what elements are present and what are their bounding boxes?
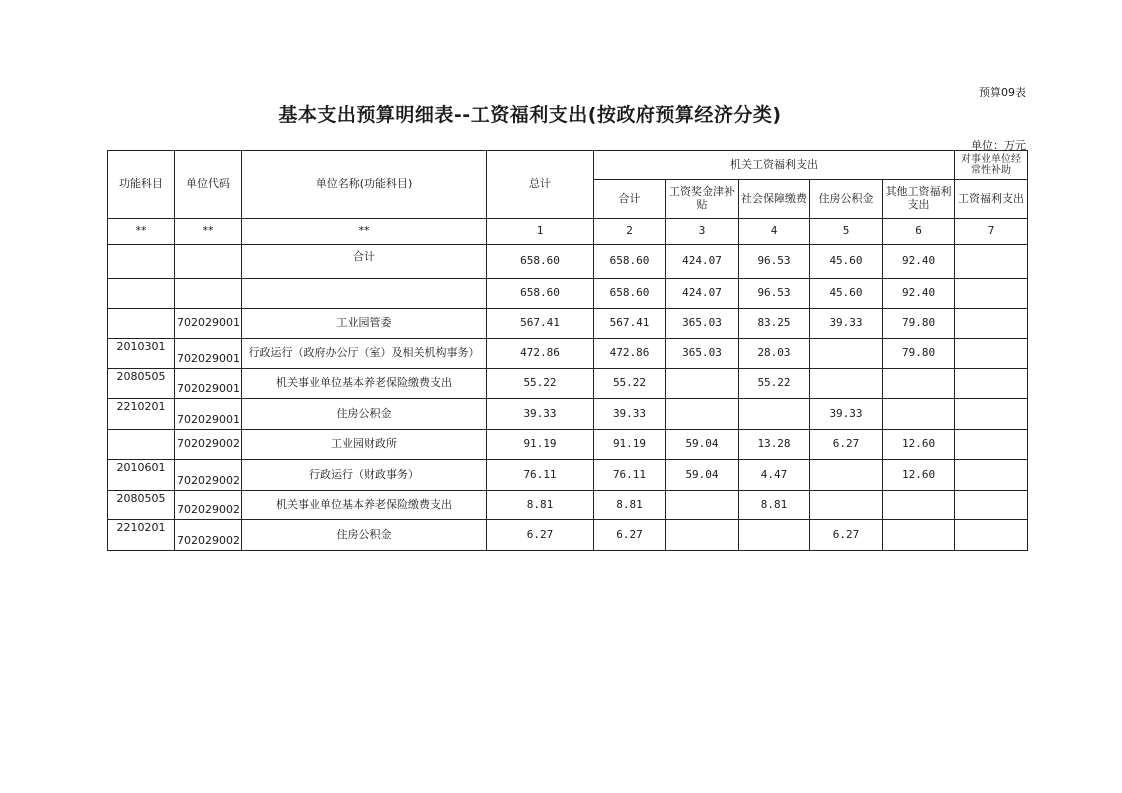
social-cell — [739, 520, 810, 551]
sum-cell: 76.11 — [594, 460, 666, 491]
housing-cell: 6.27 — [810, 430, 883, 460]
sum-cell: 6.27 — [594, 520, 666, 551]
wage-cell — [666, 491, 739, 520]
wage-cell: 424.07 — [666, 279, 739, 309]
index-cell: 6 — [883, 219, 955, 245]
index-cell: 1 — [487, 219, 594, 245]
func-code-cell: 2010301 — [108, 339, 175, 369]
unit-name-cell — [242, 279, 487, 309]
total-cell: 39.33 — [487, 399, 594, 430]
subsidy-cell — [955, 491, 1028, 520]
index-cell: 2 — [594, 219, 666, 245]
social-cell: 13.28 — [739, 430, 810, 460]
page-title: 基本支出预算明细表--工资福利支出(按政府预算经济分类) — [278, 104, 782, 126]
social-cell: 96.53 — [739, 279, 810, 309]
unit-code-cell — [175, 279, 242, 309]
sum-cell: 91.19 — [594, 430, 666, 460]
header-housing: 住房公积金 — [810, 180, 883, 219]
subsidy-cell — [955, 399, 1028, 430]
unit-name-cell: 机关事业单位基本养老保险缴费支出 — [242, 369, 487, 399]
other-cell: 79.80 — [883, 309, 955, 339]
header-sum: 合计 — [594, 180, 666, 219]
func-code-cell — [108, 430, 175, 460]
sum-cell: 55.22 — [594, 369, 666, 399]
table-row — [108, 491, 1028, 520]
social-cell: 28.03 — [739, 339, 810, 369]
social-cell — [739, 399, 810, 430]
sum-cell: 8.81 — [594, 491, 666, 520]
other-cell: 12.60 — [883, 430, 955, 460]
unit-code-cell: 702029002 — [175, 520, 242, 551]
header-subsidy-group: 对事业单位经常性补助 — [955, 151, 1028, 180]
social-cell: 4.47 — [739, 460, 810, 491]
total-cell: 658.60 — [487, 279, 594, 309]
table-row — [108, 369, 1028, 399]
housing-cell — [810, 339, 883, 369]
index-cell: ** — [242, 219, 487, 245]
index-cell: 4 — [739, 219, 810, 245]
unit-name-cell: 合计 — [242, 245, 487, 279]
total-cell: 8.81 — [487, 491, 594, 520]
unit-name-cell: 机关事业单位基本养老保险缴费支出 — [242, 491, 487, 520]
subsidy-cell — [955, 520, 1028, 551]
social-cell: 96.53 — [739, 245, 810, 279]
index-cell: 3 — [666, 219, 739, 245]
header-func-subject: 功能科目 — [108, 151, 175, 219]
unit-code-cell: 702029002 — [175, 491, 242, 520]
other-cell — [883, 369, 955, 399]
wage-cell: 59.04 — [666, 430, 739, 460]
total-cell: 658.60 — [487, 245, 594, 279]
index-cell: ** — [108, 219, 175, 245]
housing-cell: 45.60 — [810, 245, 883, 279]
unit-label: 单位：万元 — [971, 139, 1026, 152]
header-social: 社会保障缴费 — [739, 180, 810, 219]
wage-cell: 59.04 — [666, 460, 739, 491]
index-cell: ** — [175, 219, 242, 245]
sum-cell: 39.33 — [594, 399, 666, 430]
table-row — [108, 399, 1028, 430]
other-cell: 79.80 — [883, 339, 955, 369]
housing-cell — [810, 460, 883, 491]
header-wage: 工资奖金津补贴 — [666, 180, 739, 219]
header-unit-code: 单位代码 — [175, 151, 242, 219]
func-code-cell — [108, 245, 175, 279]
unit-code-cell: 702029001 — [175, 369, 242, 399]
subsidy-cell — [955, 460, 1028, 491]
table-row — [108, 430, 1028, 460]
header-unit-name: 单位名称(功能科目) — [242, 151, 487, 219]
func-code-cell: 2210201 — [108, 520, 175, 551]
social-cell: 8.81 — [739, 491, 810, 520]
other-cell: 92.40 — [883, 245, 955, 279]
social-cell: 55.22 — [739, 369, 810, 399]
other-cell: 92.40 — [883, 279, 955, 309]
unit-code-cell: 702029001 — [175, 339, 242, 369]
wage-cell: 365.03 — [666, 339, 739, 369]
housing-cell: 39.33 — [810, 399, 883, 430]
other-cell: 12.60 — [883, 460, 955, 491]
total-cell: 91.19 — [487, 430, 594, 460]
unit-code-cell: 702029001 — [175, 309, 242, 339]
unit-name-cell: 住房公积金 — [242, 399, 487, 430]
form-number: 预算09表 — [979, 86, 1026, 99]
index-row — [108, 219, 1028, 245]
subsidy-cell — [955, 369, 1028, 399]
unit-name-cell: 住房公积金 — [242, 520, 487, 551]
housing-cell: 39.33 — [810, 309, 883, 339]
housing-cell — [810, 369, 883, 399]
sum-cell: 472.86 — [594, 339, 666, 369]
unit-code-cell: 702029002 — [175, 460, 242, 491]
other-cell — [883, 491, 955, 520]
wage-cell: 424.07 — [666, 245, 739, 279]
total-cell: 472.86 — [487, 339, 594, 369]
other-cell — [883, 520, 955, 551]
unit-code-cell: 702029001 — [175, 399, 242, 430]
housing-cell — [810, 491, 883, 520]
table-row — [108, 309, 1028, 339]
subsidy-cell — [955, 279, 1028, 309]
subsidy-cell — [955, 339, 1028, 369]
header-sub-wage: 工资福利支出 — [955, 180, 1028, 219]
func-code-cell: 2210201 — [108, 399, 175, 430]
wage-cell — [666, 520, 739, 551]
subsidy-cell — [955, 245, 1028, 279]
table-row — [108, 339, 1028, 369]
header-total: 总计 — [487, 151, 594, 219]
wage-cell — [666, 369, 739, 399]
total-cell: 567.41 — [487, 309, 594, 339]
func-code-cell: 2080505 — [108, 369, 175, 399]
func-code-cell — [108, 309, 175, 339]
unit-name-cell: 工业园财政所 — [242, 430, 487, 460]
func-code-cell: 2010601 — [108, 460, 175, 491]
housing-cell: 6.27 — [810, 520, 883, 551]
budget-table — [107, 150, 1028, 551]
unit-code-cell — [175, 245, 242, 279]
func-code-cell — [108, 279, 175, 309]
header-org-wage-group: 机关工资福利支出 — [594, 151, 955, 180]
table-row — [108, 279, 1028, 309]
unit-name-cell: 工业园管委 — [242, 309, 487, 339]
unit-code-cell: 702029002 — [175, 430, 242, 460]
subsidy-cell — [955, 430, 1028, 460]
total-cell: 76.11 — [487, 460, 594, 491]
wage-cell — [666, 399, 739, 430]
table-row — [108, 460, 1028, 491]
wage-cell: 365.03 — [666, 309, 739, 339]
table-row — [108, 245, 1028, 279]
sum-cell: 658.60 — [594, 245, 666, 279]
subsidy-cell — [955, 309, 1028, 339]
social-cell: 83.25 — [739, 309, 810, 339]
sum-cell: 567.41 — [594, 309, 666, 339]
index-cell: 7 — [955, 219, 1028, 245]
housing-cell: 45.60 — [810, 279, 883, 309]
index-cell: 5 — [810, 219, 883, 245]
total-cell: 55.22 — [487, 369, 594, 399]
sum-cell: 658.60 — [594, 279, 666, 309]
table-row — [108, 520, 1028, 551]
func-code-cell: 2080505 — [108, 491, 175, 520]
other-cell — [883, 399, 955, 430]
header-other: 其他工资福利支出 — [883, 180, 955, 219]
total-cell: 6.27 — [487, 520, 594, 551]
unit-name-cell: 行政运行（政府办公厅（室）及相关机构事务） — [242, 339, 487, 369]
unit-name-cell: 行政运行（财政事务） — [242, 460, 487, 491]
